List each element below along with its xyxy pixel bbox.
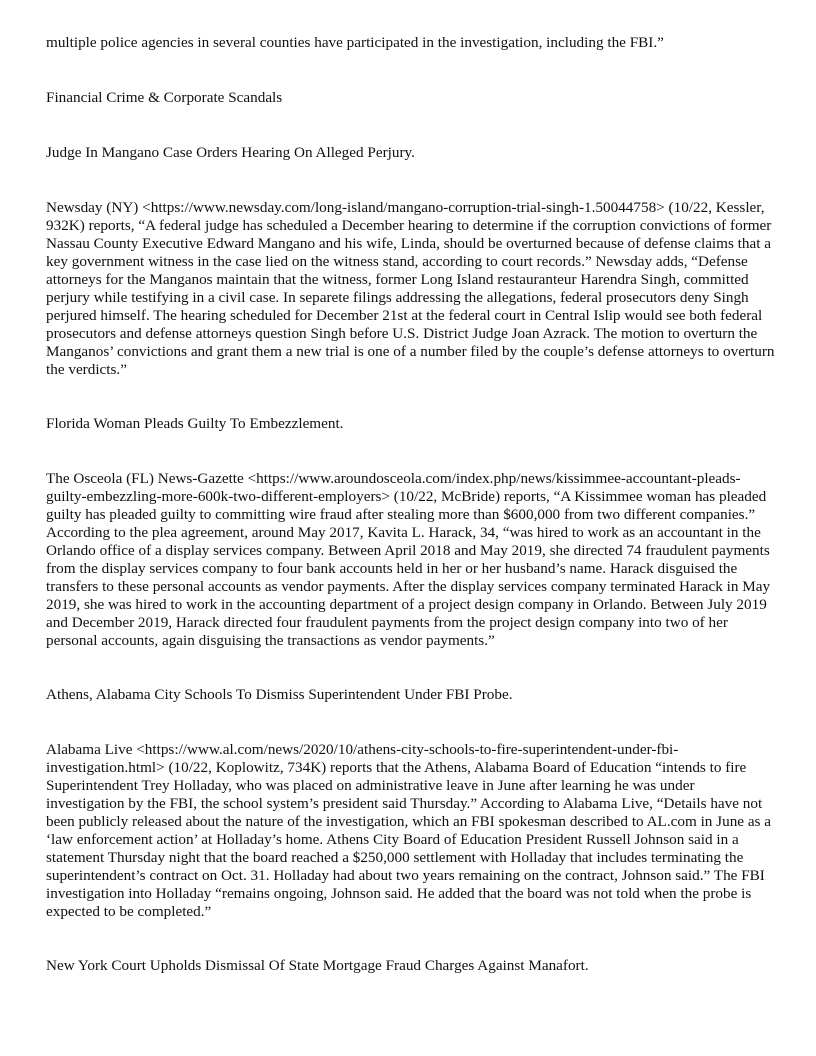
article-headline: Florida Woman Pleads Guilty To Embezzlement. (46, 415, 344, 432)
lead-paragraph: multiple police agencies in several counties have participated in the investigation, including the FBI.” (46, 34, 664, 51)
article-body: The Osceola (FL) News-Gazette <https://www.aroundosceola.com/index.php/news/kissimmee-accountant-pleads-guilty-embezzling-more-600k-two-different-employers> (10/22, McBride) reports, “A Kissimmee woman has pleaded guilty has pleaded guilty to committing wire fraud after stealing more than $600,000 from two different companies.” According to the plea agreement, around May 2017, Kavita L. Harack, 34, “was hired to work as an accountant in the Orlando office of a display services company. Between April 2018 and May 2019, she directed 74 fraudulent payments from the display services company to four bank accounts held in her or her husband’s name. Harack disguised the transfers to these personal accounts as vendor payments. After the display services company terminated Harack in May 2019, she was hired to work in the accounting department of a project design company in Orlando. Between July 2019 and December 2019, Harack directed four fraudulent payments from the project design company into two of her personal accounts, again disguising the transactions as vendor payments.” (46, 470, 771, 649)
section-heading: Financial Crime & Corporate Scandals (46, 89, 283, 106)
document-page (46, 34, 776, 975)
article-body: Newsday (NY) <https://www.newsday.com/long-island/mangano-corruption-trial-singh-1.50044758> (10/22, Kessler, 932K) reports, “A federal judge has scheduled a December hearing to determine if the corruption convictions of former Nassau County Executive Edward Mangano and his wife, Linda, should be overturned because of defense claims that a key government witness in the case lied on the witness stand, according to court records.” Newsday adds, “Defense attorneys for the Manganos maintain that the witness, former Long Island restauranteur Harendra Singh, committed perjury while testifying in a civil case. In separete filings addressing the allegations, federal prosecutors deny Singh perjured himself. The hearing scheduled for December 21st at the federal court in Central Islip would see both federal prosecutors and defense attorneys question Singh before U.S. District Judge Joan Azrack. The motion to overturn the Manganos’ convictions and grant them a new trial is one of a number filed by the couple’s defense attorneys to overturn the verdicts.” (46, 199, 775, 378)
article-headline: New York Court Upholds Dismissal Of State Mortgage Fraud Charges Against Manafort. (46, 957, 589, 974)
article-headline: Athens, Alabama City Schools To Dismiss Superintendent Under FBI Probe. (46, 686, 513, 703)
article-body: Alabama Live <https://www.al.com/news/2020/10/athens-city-schools-to-fire-superintendent-under-fbi-investigation.html> (10/22, Koplowitz, 734K) reports that the Athens, Alabama Board of Education “intends to fire Superintendent Trey Holladay, who was placed on administrative leave in June after learning he was under investigation by the FBI, the school system’s president said Thursday.” According to Alabama Live, “Details have not been publicly released about the nature of the investigation, which an FBI spokesman described to AL.com in June as a ‘law enforcement action’ at Holladay’s home. Athens City Board of Education President Russell Johnson said in a statement Thursday night that the board reached a $250,000 settlement with Holladay that includes terminating the superintendent’s contract on Oct. 31. Holladay had about two years remaining on the contract, Johnson said.” The FBI investigation into Holladay “remains ongoing, Johnson said. He added that the board was not told when the probe is expected to be completed.” (46, 741, 772, 920)
article-headline: Judge In Mangano Case Orders Hearing On Alleged Perjury. (46, 144, 415, 161)
